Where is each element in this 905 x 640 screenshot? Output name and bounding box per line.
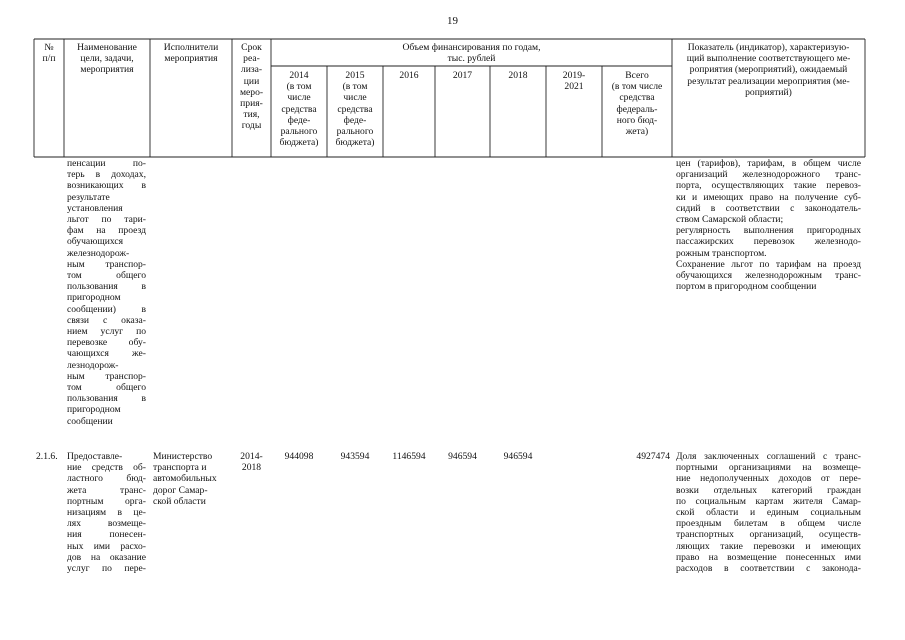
row-2-1-6-executors: Министерство транспорта и автомобильных дорог Самар- ской области bbox=[153, 451, 217, 507]
cont-row-indicator: цен (тарифов), тарифам, в общем числе организаций железнодорожного транс- порта, осуществляющих такие перевоз- ки и имеющих право на получение суб- сидий в соответствии с законодатель- ством Самарской области; регулярность выполнения пригородных пассажирских перевозок железнодо- рожным транспортом. Сохранение льгот по тарифам на проезд обучающихся железнодорожным транс- портом в пригородном сообщении bbox=[676, 158, 861, 293]
header-indicator: Показатель (индикатор), характеризую- щий выполнение соответствующего ме- роприятия (мероприятий), ожидаемый результат реализации мероприятия (ме- роприятий) bbox=[686, 42, 851, 98]
row-2-1-6-2015: 943594 bbox=[340, 451, 370, 462]
row-2-1-6-2016: 1146594 bbox=[392, 451, 426, 462]
header-year-2017: 2017 bbox=[452, 70, 473, 81]
header-total: Всего (в том числе средства федераль- ного бюд- жета) bbox=[611, 70, 663, 138]
header-year-2015: 2015 (в том числе средства феде- рального бюджета) bbox=[335, 70, 375, 149]
cont-row-name: пенсации по- терь в доходах, возникающих в результате установления льгот по тари- фам на проезд обучающихся железнодорож- ным транспор- том общего пользования в пригородном сообщении) в связи с оказа- нием услуг по перевозке обу- чающихся же- лезнодорож- ным транспор- том общего пользования в пригородном сообщении bbox=[67, 158, 146, 427]
header-name: Наименование цели, задачи, мероприятия bbox=[77, 42, 137, 76]
page-number: 19 bbox=[447, 15, 458, 27]
header-term: Срок реа- лиза- ции меро- прия- тия, годы bbox=[239, 42, 264, 132]
row-2-1-6-term: 2014- 2018 bbox=[240, 451, 263, 474]
row-2-1-6-total: 4927474 bbox=[636, 451, 670, 462]
header-year-2018: 2018 bbox=[508, 70, 528, 81]
row-2-1-6-name: Предоставле- ние средств об- ластного бюд- жета транс- портным орга- низациям в це- лях возмеще- ния понесен- ных ими расхо- дов на оказание услуг по пере- bbox=[67, 451, 146, 575]
header-financing: Объем финансирования по годам, тыс. рублей bbox=[402, 42, 541, 65]
row-2-1-6-2018: 946594 bbox=[503, 451, 533, 462]
row-2-1-6-num: 2.1.6. bbox=[36, 451, 58, 462]
header-num: № п/п bbox=[42, 42, 56, 65]
row-2-1-6-2017: 946594 bbox=[448, 451, 477, 462]
row-2-1-6-indicator: Доля заключенных соглашений с транс- портными организациями на возмеще- ние недополученных доходов от пере- возки отдельных категорий граждан по социальным картам жителя Самар- ской области и единым социальным проездным билетам в общем числе транспортных организаций, осуществ- ляющих такие перевозки и имеющих право на возмещение понесенных ими расходов в соответствии с законода- bbox=[676, 451, 861, 575]
row-2-1-6-2014: 944098 bbox=[284, 451, 314, 462]
header-year-2019-2021: 2019- 2021 bbox=[562, 70, 586, 93]
header-year-2014: 2014 (в том числе средства феде- рального бюджета) bbox=[279, 70, 319, 149]
header-year-2016: 2016 bbox=[399, 70, 419, 81]
header-executors: Исполнители мероприятия bbox=[163, 42, 219, 65]
